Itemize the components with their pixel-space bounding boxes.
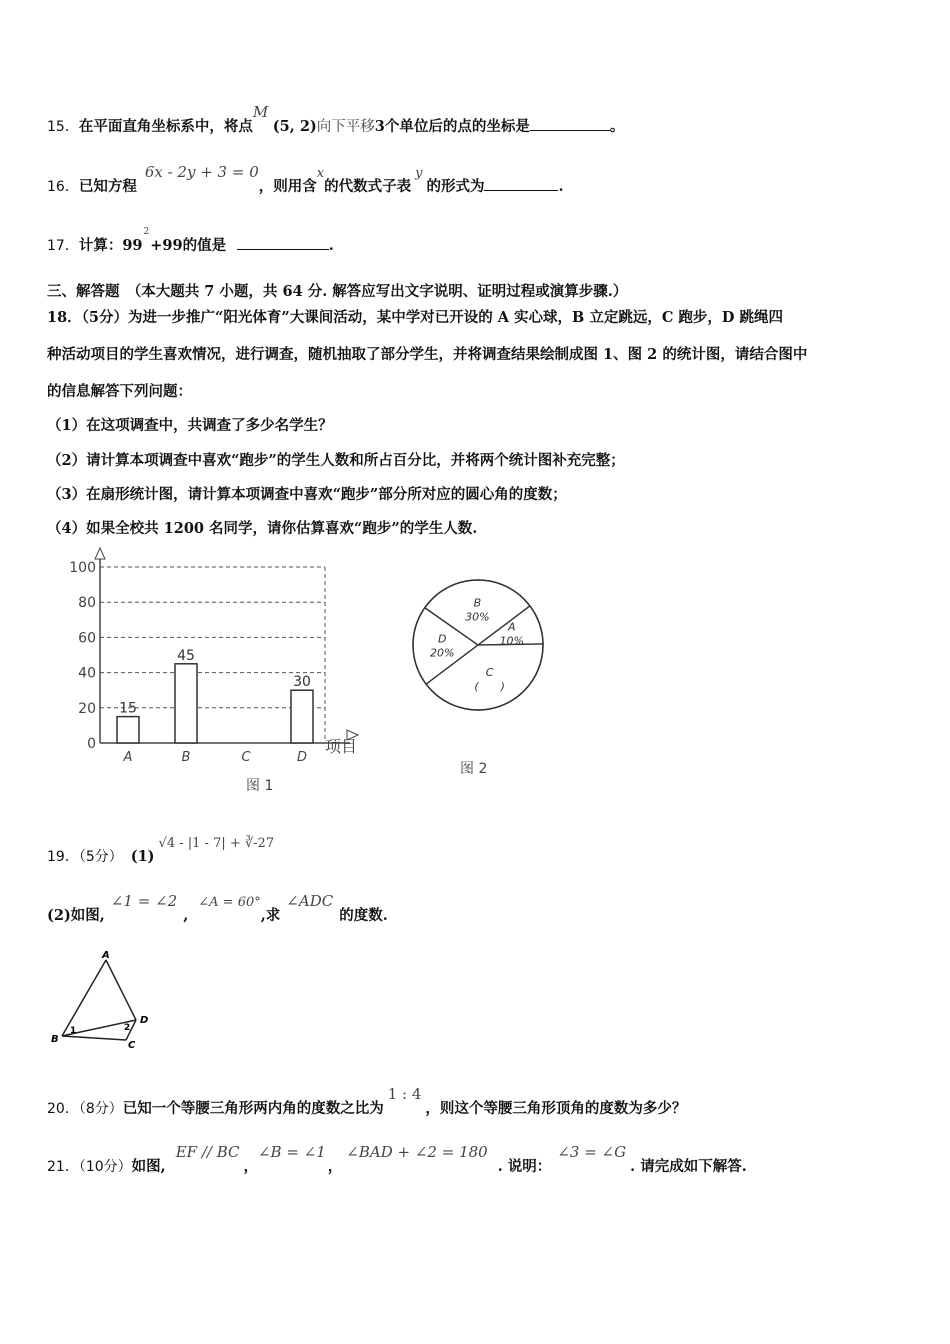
question-number: 17． [47,238,79,254]
q19-part-2 [47,892,388,925]
angle-1: 1 [70,1026,77,1036]
condition-1: ∠1 = ∠2 [110,892,178,910]
question-number: 19．（5分） [47,849,123,865]
q21-text: 如图, [131,1158,166,1175]
slice-label: B [473,596,482,610]
q18-sub-1: （1）在这项调查中，共调查了多少名学生？ [47,417,333,434]
condition-2: ∠A = 60° [198,895,261,910]
bar [291,690,313,743]
chart-title: 图 2 [460,761,488,777]
q21-sep-1: ， [243,1158,258,1175]
x-tick-label: B [181,750,191,765]
condition-1: EF // BC [175,1143,240,1161]
question-19 [47,836,275,866]
y-tick-label: 40 [78,665,96,682]
data-label: 15 [119,700,137,717]
question-number: 16． [47,179,79,195]
bar [175,664,197,743]
q16-text-2: ，则用含 [258,178,317,195]
q15-text-2: 向下平移 [316,119,375,135]
pie-chart [400,565,560,785]
slice-label: A [508,620,516,634]
q18-sub-2: （2）请计算本项调查中喜欢“跑步”的学生人数和所占百分比，并将两个统计图补充完整； [47,452,625,469]
bar-chart [60,545,380,805]
question-number: 15． [47,119,79,135]
point-m: M [252,103,269,121]
slice-value: 30% [465,610,490,624]
q18-line-3: 的信息解答下列问题： [47,383,192,400]
expression: √4 - |1 - 7| + ∛-27 [158,836,275,851]
ratio: 1 : 4 [387,1085,422,1103]
var-x: x [316,166,325,181]
data-label: 45 [177,647,195,664]
equation: 6x - 2y + 3 = 0 [144,163,259,181]
q21-text-2: . 说明： [497,1158,552,1175]
target-angle: ∠ADC [286,892,334,910]
var-y: y [415,166,423,181]
q18-line-2: 种活动项目的学生喜欢情况，进行调查，随机抽取了部分学生，并将调查结果绘制成图 1、图 2 的统计图，请结合图中 [47,346,808,363]
q21-sep-2: ， [327,1158,343,1175]
q17-text: 计算：99 [78,237,143,254]
question-20 [47,1085,687,1118]
x-tick-label: C [241,750,251,765]
y-tick-label: 20 [78,700,96,717]
q15-text: 在平面直角坐标系中，将点 [78,118,253,135]
q19-part-2-label: (2)如图, [47,907,105,924]
question-17 [47,227,334,255]
question-number: 20．（8分） [47,1101,123,1117]
label-b: B [51,1034,59,1045]
q15-number: 3 [374,118,385,135]
q19-part-1: (1) [130,848,155,865]
q19-end: 的度数. [339,907,388,924]
x-tick-label: D [296,750,308,765]
slice-value: ( ) [474,679,505,693]
answer-blank[interactable] [237,235,329,250]
q19-text: ,求 [260,907,281,924]
slice-value: 10% [499,634,525,648]
q20-text: 已知一个等腰三角形两内角的度数之比为 [122,1100,384,1117]
data-label: 30 [293,674,311,691]
slice-label: C [485,665,494,679]
q16-text-4: 的形式为 [426,178,485,195]
q18-line-1: 18．（5分）为进一步推广“阳光体育”大课间活动，某中学对已开设的 A 实心球，B 立定跳远，C 跑步，D 跳绳四 [47,309,784,326]
slice-value: 20% [430,646,455,660]
y-tick-label: 100 [69,560,96,576]
bar [117,717,139,743]
conclusion: ∠3 = ∠G [557,1143,627,1161]
coordinate: (5, 2) [272,118,317,135]
question-15 [47,103,625,136]
label-d: D [140,1015,149,1026]
q18-sub-4: （4）如果全校共 1200 名同学，请你估算喜欢“跑步”的学生人数. [47,520,478,537]
y-tick-label: 80 [78,595,96,612]
answer-blank[interactable] [530,116,610,131]
angle-2: 2 [124,1023,131,1033]
y-tick-label: 0 [87,736,96,752]
q15-end: 。 [609,118,625,135]
y-tick-label: 60 [78,630,96,647]
x-tick-label: A [123,750,133,765]
question-16 [47,163,564,196]
exponent: 2 [143,227,150,237]
condition-3: ∠BAD + ∠2 = 180 [346,1143,488,1161]
q20-text-2: ，则这个等腰三角形顶角的度数为多少？ [425,1100,687,1117]
section-heading: 三、解答题 （本大题共 7 小题，共 64 分. 解答应写出文字说明、证明过程或演算步骤.） [47,283,628,300]
label-c: C [128,1040,136,1051]
triangle-figure [48,948,168,1052]
answer-blank[interactable] [484,176,558,191]
label-a: A [102,950,110,961]
q16-text-3: 的代数式子表 [324,178,412,195]
q19-comma: , [183,907,189,924]
q17-end: . [328,237,334,254]
q17-text-2: +99的值是 [150,237,227,254]
q16-end: . [558,178,564,195]
question-number: 21．（10分） [47,1159,132,1175]
x-axis-label: 项目 [325,737,358,756]
condition-2: ∠B = ∠1 [257,1143,326,1161]
slice-label: D [438,632,447,646]
chart-title: 图 1 [246,778,274,794]
q16-text: 已知方程 [78,178,137,195]
q21-text-3: . 请完成如下解答. [630,1158,747,1175]
q15-text-3: 个单位后的点的坐标是 [384,118,530,135]
q18-sub-3: （3）在扇形统计图，请计算本项调查中喜欢“跑步”部分所对应的圆心角的度数； [47,486,567,503]
question-21 [47,1143,747,1176]
